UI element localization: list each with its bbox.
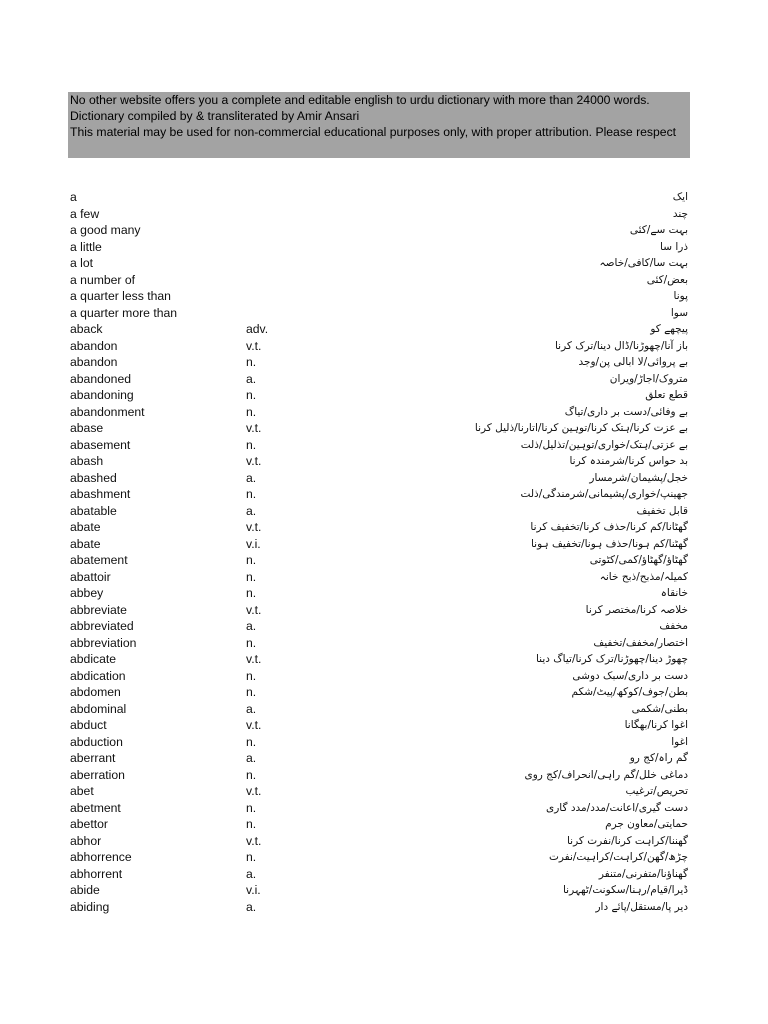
entry-urdu-meaning: گھٹنا/کم ہونا/حذف ہونا/تخفیف ہونا	[530, 537, 688, 550]
entry-part-of-speech: n.	[246, 685, 257, 699]
dictionary-entry-row	[0, 801, 768, 818]
entry-urdu-meaning: بے وفائی/دست بر داری/تیاگ	[564, 405, 688, 418]
entry-english-word: a	[70, 190, 77, 204]
entry-part-of-speech: a.	[246, 866, 257, 881]
entry-urdu-meaning: بے عزتی/ہتک/خواری/توہین/تذلیل/ذلت	[520, 438, 688, 451]
dictionary-entry-row	[0, 603, 768, 620]
entry-urdu-meaning: پونا	[673, 290, 688, 302]
entry-part-of-speech: v.i.	[246, 536, 261, 551]
entry-english-word: abdomen	[70, 685, 121, 699]
entry-part-of-speech: adv.	[246, 322, 269, 336]
entry-urdu-meaning: پیچھے کو	[650, 323, 688, 335]
dictionary-entry-row	[0, 768, 768, 785]
entry-english-word: abetment	[70, 800, 121, 815]
dictionary-entry-row	[0, 685, 768, 702]
dictionary-entry-row	[0, 784, 768, 801]
entry-urdu-meaning: کمیلہ/مذبح/ذبح خانہ	[599, 570, 688, 583]
entry-english-word: abandonment	[70, 404, 145, 419]
entry-urdu-meaning: خلاصہ کرنا/مختصر کرنا	[585, 603, 688, 616]
entry-urdu-meaning: دست بر داری/سبک دوشی	[572, 669, 688, 682]
entry-urdu-meaning: اختصار/مخفف/تخفیف	[593, 636, 688, 649]
entry-part-of-speech: n.	[246, 635, 257, 650]
dictionary-entry-row	[0, 454, 768, 471]
entry-urdu-meaning: چڑھ/گھن/کراہت/کراہیت/نفرت	[548, 851, 688, 863]
entry-urdu-meaning: بے پروائی/لا ابالی پن/وجد	[578, 356, 688, 368]
entry-english-word: abase	[70, 421, 104, 435]
dictionary-entry-row	[0, 355, 768, 372]
entry-english-word: abhor	[70, 833, 102, 848]
entry-part-of-speech: a.	[246, 470, 257, 485]
entry-urdu-meaning: مخفف	[659, 620, 688, 632]
entry-part-of-speech: a.	[246, 619, 257, 633]
entry-part-of-speech: n.	[246, 355, 257, 369]
entry-english-word: aberration	[70, 767, 125, 782]
entry-english-word: abashment	[70, 487, 131, 501]
dictionary-entry-row	[0, 718, 768, 735]
entry-part-of-speech: n.	[246, 437, 257, 452]
entry-part-of-speech: n.	[246, 586, 257, 600]
entry-part-of-speech: n.	[246, 569, 257, 584]
entry-urdu-meaning: بے عزت کرنا/ہتک کرنا/توہین کرنا/اتارنا/ذلیل کرنا	[474, 422, 688, 434]
entry-part-of-speech: n.	[246, 404, 257, 419]
dictionary-entry-row	[0, 339, 768, 356]
dictionary-entry-row	[0, 900, 768, 917]
entry-part-of-speech: v.t.	[246, 652, 262, 666]
entry-part-of-speech: a.	[246, 751, 257, 765]
entry-part-of-speech: n.	[246, 668, 257, 683]
dictionary-entry-row	[0, 537, 768, 554]
entry-urdu-meaning: ایک	[672, 191, 688, 203]
dictionary-entry-row	[0, 306, 768, 323]
dictionary-entry-row	[0, 652, 768, 669]
dictionary-entry-row	[0, 273, 768, 290]
entry-urdu-meaning: بطن/جوف/کوکھ/پیٹ/شکم	[571, 686, 688, 698]
entry-english-word: abash	[70, 454, 104, 468]
dictionary-entry-row	[0, 372, 768, 389]
dictionary-entry-row	[0, 471, 768, 488]
entry-urdu-meaning: بطنی/شکمی	[631, 702, 688, 715]
dictionary-entry-row	[0, 190, 768, 207]
entry-urdu-meaning: بہت سے/کئی	[629, 224, 688, 236]
dictionary-entry-row	[0, 867, 768, 884]
entry-urdu-meaning: متروک/اجاڑ/ویران	[609, 372, 688, 385]
entry-english-word: abettor	[70, 817, 108, 831]
entry-urdu-meaning: گھٹاؤ/گھٹاؤ/کمی/کٹوتی	[589, 554, 688, 566]
entry-part-of-speech: n.	[246, 800, 257, 815]
dictionary-entry-row	[0, 388, 768, 405]
entry-urdu-meaning: حمایتی/معاون جرم	[605, 818, 688, 830]
dictionary-entry-row	[0, 504, 768, 521]
dictionary-entry-row	[0, 586, 768, 603]
entry-urdu-meaning: خجل/پشیمان/شرمسار	[589, 471, 688, 484]
entry-part-of-speech: n.	[246, 734, 257, 749]
entry-english-word: abatement	[70, 553, 128, 567]
entry-part-of-speech: v.t.	[246, 520, 262, 534]
dictionary-entry-row	[0, 553, 768, 570]
entry-part-of-speech: n.	[246, 388, 257, 402]
entry-urdu-meaning: دیر پا/مستقل/پائے دار	[595, 900, 688, 913]
dictionary-entry-row	[0, 570, 768, 587]
entry-english-word: abattoir	[70, 569, 111, 584]
entry-urdu-meaning: قطع تعلق	[645, 389, 688, 401]
dictionary-entry-row	[0, 850, 768, 867]
entry-part-of-speech: a.	[246, 899, 257, 914]
entry-english-word: abandon	[70, 355, 118, 369]
entry-urdu-meaning: ذرا سا	[660, 240, 688, 253]
dictionary-entry-row	[0, 619, 768, 636]
entry-english-word: abbreviated	[70, 619, 134, 633]
entry-english-word: abate	[70, 536, 101, 551]
entry-urdu-meaning: اغوا	[671, 735, 688, 748]
dictionary-entry-row	[0, 438, 768, 455]
entry-urdu-meaning: تحریص/ترغیب	[625, 785, 688, 797]
banner-usage-notice: This material may be used for non-commercial educational purposes only, with proper attribution. Please respect	[70, 125, 677, 139]
dictionary-entry-list	[0, 190, 768, 916]
entry-part-of-speech: n.	[246, 767, 257, 782]
entry-part-of-speech: n.	[246, 553, 257, 567]
dictionary-entry-row	[0, 322, 768, 339]
dictionary-entry-row	[0, 817, 768, 834]
entry-urdu-meaning: سوا	[670, 306, 688, 319]
entry-part-of-speech: v.t.	[246, 833, 262, 848]
entry-english-word: abhorrent	[70, 866, 123, 881]
entry-part-of-speech: v.t.	[246, 784, 262, 798]
entry-urdu-meaning: جھینپ/خواری/پشیمانی/شرمندگی/ذلت	[520, 488, 688, 500]
entry-english-word: abduction	[70, 734, 123, 749]
entry-urdu-meaning: دماغی خلل/گم راہی/انحراف/کج روی	[524, 768, 688, 781]
entry-english-word: abdication	[70, 668, 126, 683]
dictionary-entry-row	[0, 421, 768, 438]
entry-english-word: abbey	[70, 586, 104, 600]
dictionary-entry-row	[0, 240, 768, 257]
entry-part-of-speech: v.t.	[246, 421, 262, 435]
dictionary-entry-row	[0, 636, 768, 653]
dictionary-entry-row	[0, 405, 768, 422]
entry-english-word: aberrant	[70, 751, 116, 765]
entry-part-of-speech: a.	[246, 701, 257, 716]
entry-english-word: a little	[70, 239, 102, 254]
entry-urdu-meaning: ڈیرا/قیام/رہنا/سکونت/ٹھہرنا	[562, 884, 688, 896]
entry-english-word: abiding	[70, 899, 110, 914]
entry-english-word: a number of	[70, 272, 136, 287]
entry-urdu-meaning: چھوڑ دینا/چھوڑنا/ترک کرنا/تیاگ دینا	[535, 653, 688, 665]
dictionary-entry-row	[0, 751, 768, 768]
dictionary-entry-row	[0, 207, 768, 224]
entry-english-word: abduct	[70, 718, 107, 732]
dictionary-entry-row	[0, 702, 768, 719]
dictionary-entry-row	[0, 669, 768, 686]
entry-english-word: a quarter less than	[70, 289, 171, 303]
entry-part-of-speech: v.t.	[246, 602, 262, 617]
entry-english-word: abashed	[70, 470, 117, 485]
entry-english-word: a few	[70, 206, 100, 221]
entry-urdu-meaning: بعض/کئی	[646, 273, 688, 286]
entry-english-word: abbreviation	[70, 635, 137, 650]
entry-part-of-speech: a.	[246, 371, 257, 386]
entry-english-word: a lot	[70, 256, 94, 270]
entry-urdu-meaning: بد حواس کرنا/شرمندہ کرنا	[569, 455, 688, 467]
dictionary-entry-row	[0, 256, 768, 273]
dictionary-entry-row	[0, 289, 768, 306]
dictionary-entry-row	[0, 487, 768, 504]
entry-english-word: abbreviate	[70, 602, 127, 617]
entry-english-word: a good many	[70, 223, 141, 237]
entry-part-of-speech: v.t.	[246, 454, 262, 468]
entry-urdu-meaning: قابل تخفیف	[636, 504, 688, 517]
dictionary-entry-row	[0, 883, 768, 900]
entry-urdu-meaning: گم راہ/کج رو	[629, 752, 688, 764]
entry-urdu-meaning: خانقاہ	[660, 587, 688, 599]
entry-urdu-meaning: گھننا/کراہت کرنا/نفرت کرنا	[566, 834, 688, 847]
dictionary-entry-row	[0, 520, 768, 537]
entry-english-word: abandoned	[70, 371, 132, 386]
entry-english-word: abdominal	[70, 701, 127, 716]
dictionary-entry-row	[0, 834, 768, 851]
entry-english-word: abandoning	[70, 388, 134, 402]
entry-part-of-speech: v.t.	[246, 338, 262, 353]
dictionary-entry-row	[0, 735, 768, 752]
entry-english-word: abide	[70, 883, 100, 897]
entry-part-of-speech: a.	[246, 503, 257, 518]
entry-english-word: a quarter more than	[70, 305, 178, 320]
entry-part-of-speech: n.	[246, 817, 257, 831]
dictionary-banner	[68, 92, 690, 158]
entry-english-word: abdicate	[70, 652, 117, 666]
entry-english-word: abandon	[70, 338, 118, 353]
entry-part-of-speech: v.t.	[246, 718, 262, 732]
entry-part-of-speech: n.	[246, 487, 257, 501]
entry-urdu-meaning: گھناؤنا/متفرنی/متنفر	[598, 867, 688, 880]
entry-urdu-meaning: باز آنا/چھوڑنا/ڈال دینا/ترک کرنا	[554, 339, 688, 352]
entry-english-word: aback	[70, 322, 103, 336]
entry-english-word: abatable	[70, 503, 117, 518]
entry-urdu-meaning: چند	[672, 207, 688, 220]
entry-part-of-speech: n.	[246, 850, 257, 864]
entry-english-word: abhorrence	[70, 850, 132, 864]
entry-urdu-meaning: دست گیری/اعانت/مدد/مدد گاری	[546, 801, 688, 814]
banner-intro-text: No other website offers you a complete and editable english to urdu dictionary with more than 24000 words.	[70, 93, 650, 107]
dictionary-entry-row	[0, 223, 768, 240]
entry-urdu-meaning: اغوا کرنا/بھگانا	[624, 719, 688, 731]
entry-part-of-speech: v.i.	[246, 883, 261, 897]
banner-credit-text: Dictionary compiled by & transliterated by Amir Ansari	[70, 109, 360, 123]
entry-urdu-meaning: گھٹانا/کم کرنا/حذف کرنا/تخفیف کرنا	[530, 521, 688, 533]
entry-english-word: abasement	[70, 437, 131, 452]
entry-english-word: abate	[70, 520, 101, 534]
entry-english-word: abet	[70, 784, 94, 798]
entry-urdu-meaning: بہت سا/کافی/خاصہ	[599, 257, 688, 269]
